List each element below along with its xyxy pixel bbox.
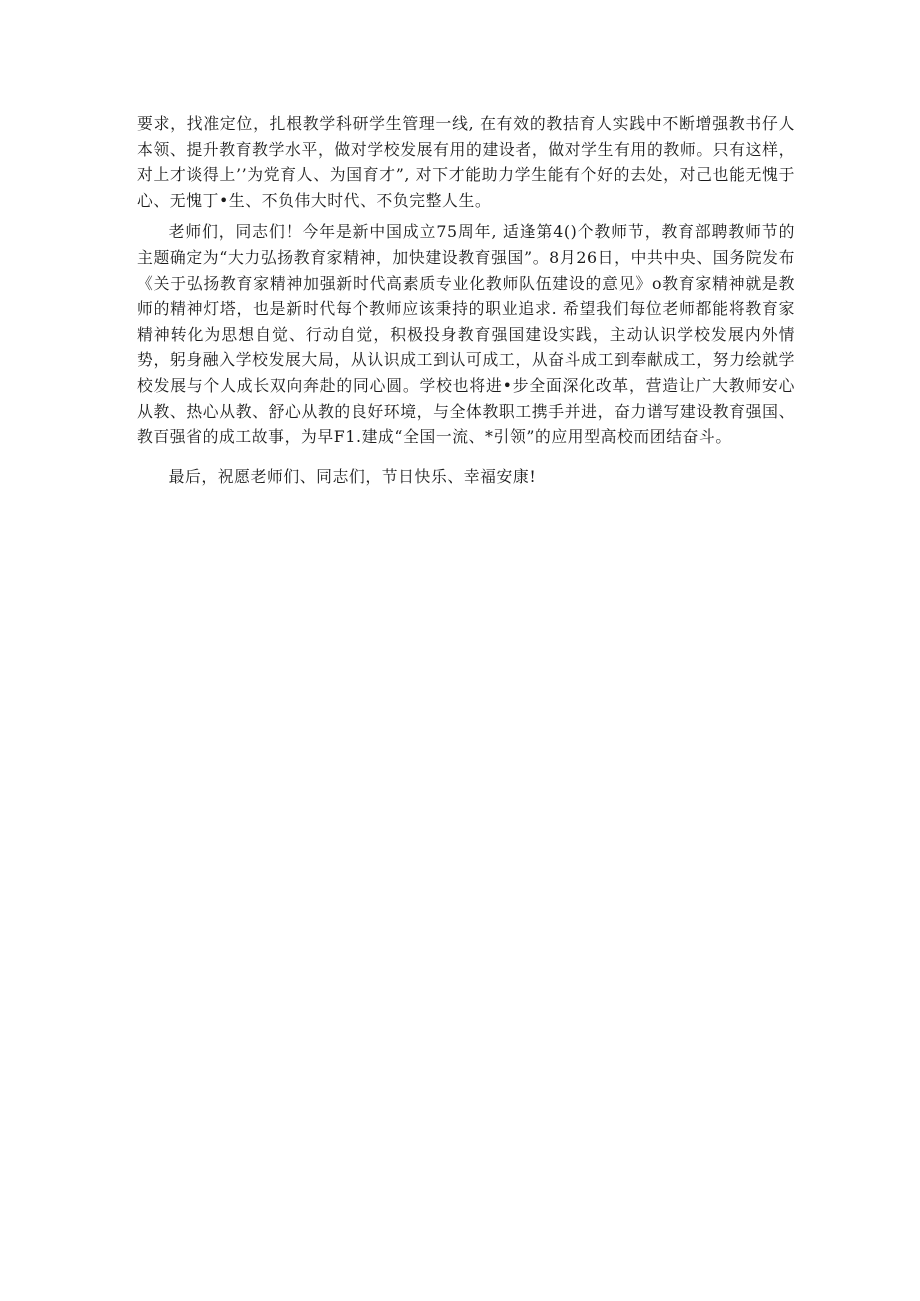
paragraph-2: 老师们，同志们！今年是新中国成立75周年, 适逢第4()个教师节，教育部聘教师节的主题确定为“大力弘扬教育家精神，加快建设教育强国”。8月26日，中共中央、国务院发布《关于弘扬教育家精神加强新时代高素质专业化教师队伍建设的意见》o教育家精神就是教师的精神灯塔，也是新时代每个教师应该秉持的职业追求. 希望我们每位老师都能将教育家精神转化为思想自觉、行动自觉，积极投身教育强国建设实践，主动认识学校发展内外情势，躬身融入学校发展大局，从认识成工到认可成工，从奋斗成工到奉献成工，努力绘就学校发展与个人成长双向奔赴的同心圆。学校也将进•步全面深化改革，营造让广大教师安心从教、热心从教、舒心从教的良好环境，与全体教职工携手并进，奋力谱写建设教育强国、教百强省的成工故事，为早F1.建成“全国一流、*引领”的应用型高校而团结奋斗。 <box>137 222 795 447</box>
document-body <box>137 111 795 489</box>
paragraph-closing: 最后，祝愿老师们、同志们，节日快乐、幸福安康! <box>168 466 537 486</box>
paragraph-1: 要求，找准定位，扎根教学科研学生管理一线, 在有效的教拮育人实践中不断增强教书仔人本领、提升教育教学水平，做对学校发展有用的建设者，做对学生有用的教师。只有这样，对上才谈得上’’为党育人、为国育才”, 对下才能助力学生能有个好的去处，对己也能无愧于心、无愧丁•生、不负伟大时代、不负完整人生。 <box>137 114 795 210</box>
